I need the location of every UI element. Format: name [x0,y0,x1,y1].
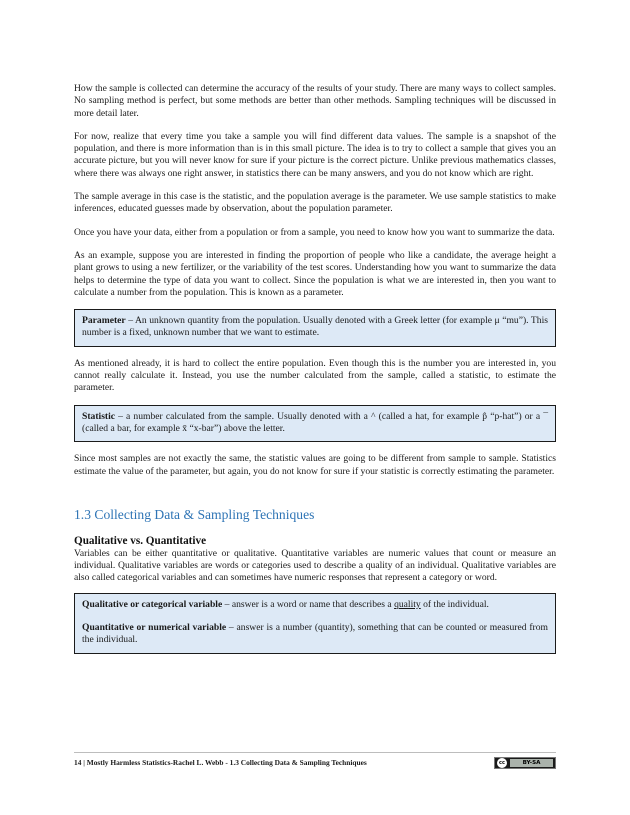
paragraph: As an example, suppose you are interested in finding the proportion of people who like a candidate, the average height a plant grows to using a new fertilizer, or the variability of the test scores. Understanding how you want to summarize the data helps to determine the type of data you want to collect. Since the population is what we are interested in, then you want to calculate a number from the population. This is known as a parameter. [74,249,556,298]
statistic-definition: – a number calculated from the sample. Usually denoted with a ^ (called a hat, for example p̂ “p-hat”) or a ¯ (called a bar, for example x̄ “x-bar”) above the letter. [82,410,548,434]
footer-text: 14 | Mostly Harmless Statistics-Rachel L. Webb - 1.3 Collecting Data & Sampling Techniques [74,758,367,767]
cc-by-sa-license-icon [494,757,556,769]
section-heading: 1.3 Collecting Data & Sampling Techniques [74,506,315,522]
parameter-definition: – An unknown quantity from the population. Usually denoted with a Greek letter (for example μ “mu”). This number is a fixed, unknown number that we want to estimate. [82,315,548,339]
parameter-term: Parameter [82,315,126,327]
parameter-definition-box [74,309,556,347]
paragraph: How the sample is collected can determine the accuracy of the results of your study. There are many ways to collect samples. No sampling method is perfect, but some methods are better than other methods. Sampling techniques will be discussed in more detail later. [74,83,556,119]
subheading: Qualitative vs. Quantitative [74,534,207,547]
license-label: BY-SA [510,759,553,767]
quality-underlined: quality [394,598,421,610]
paragraph: For now, realize that every time you take a sample you will find different data values. The sample is a snapshot of the population, and there is more information than is in this small picture. The idea is to try to collect a sample that gives you an accurate picture, but you will never know for sure if your picture is the correct picture. Unlike previous mathematics classes, where there was always one right answer, in statistics there can be many answers, and you do not know which are right. [74,130,556,179]
paragraph: Once you have your data, either from a population or from a sample, you need to know how you want to summarize the data. [74,226,555,238]
paragraph: The sample average in this case is the statistic, and the population average is the parameter. We use sample statistics to make inferences, educated guesses made by observation, about the population parameter. [74,191,556,215]
quantitative-definition: – answer is a number (quantity), something that can be counted or measured from the individual. [82,622,548,646]
quantitative-term: Quantitative or numerical variable [82,622,227,634]
cc-icon: cc [497,758,507,768]
variable-definition-box [74,593,556,654]
statistic-definition-box [74,405,556,443]
paragraph: Since most samples are not exactly the same, the statistic values are going to be different from sample to sample. Statistics estimate the value of the parameter, but again, you do not know for sure if your statistic is correctly estimating the parameter. [74,453,556,477]
statistic-term: Statistic [82,410,116,422]
paragraph: As mentioned already, it is hard to collect the entire population. Even though this is the number you are interested in, you cannot really calculate it. Instead, you use the number calculated from the sample, called a statistic, to estimate the parameter. [74,357,556,394]
qualitative-definition: – answer is a word or name that describes a [222,598,395,610]
page-footer [74,752,556,771]
qualitative-definition-end: of the individual. [420,598,489,610]
qualitative-term: Qualitative or categorical variable [82,598,223,610]
page-content [74,83,556,654]
paragraph: Variables can be either quantitative or qualitative. Quantitative variables are numeric values that count or measure an individual. Qualitative variables are words or categories used to describe a quality of an individual. Qualitative variables are also called categorical variables and can sometimes have numeric responses that represent a category or word. [74,547,556,584]
